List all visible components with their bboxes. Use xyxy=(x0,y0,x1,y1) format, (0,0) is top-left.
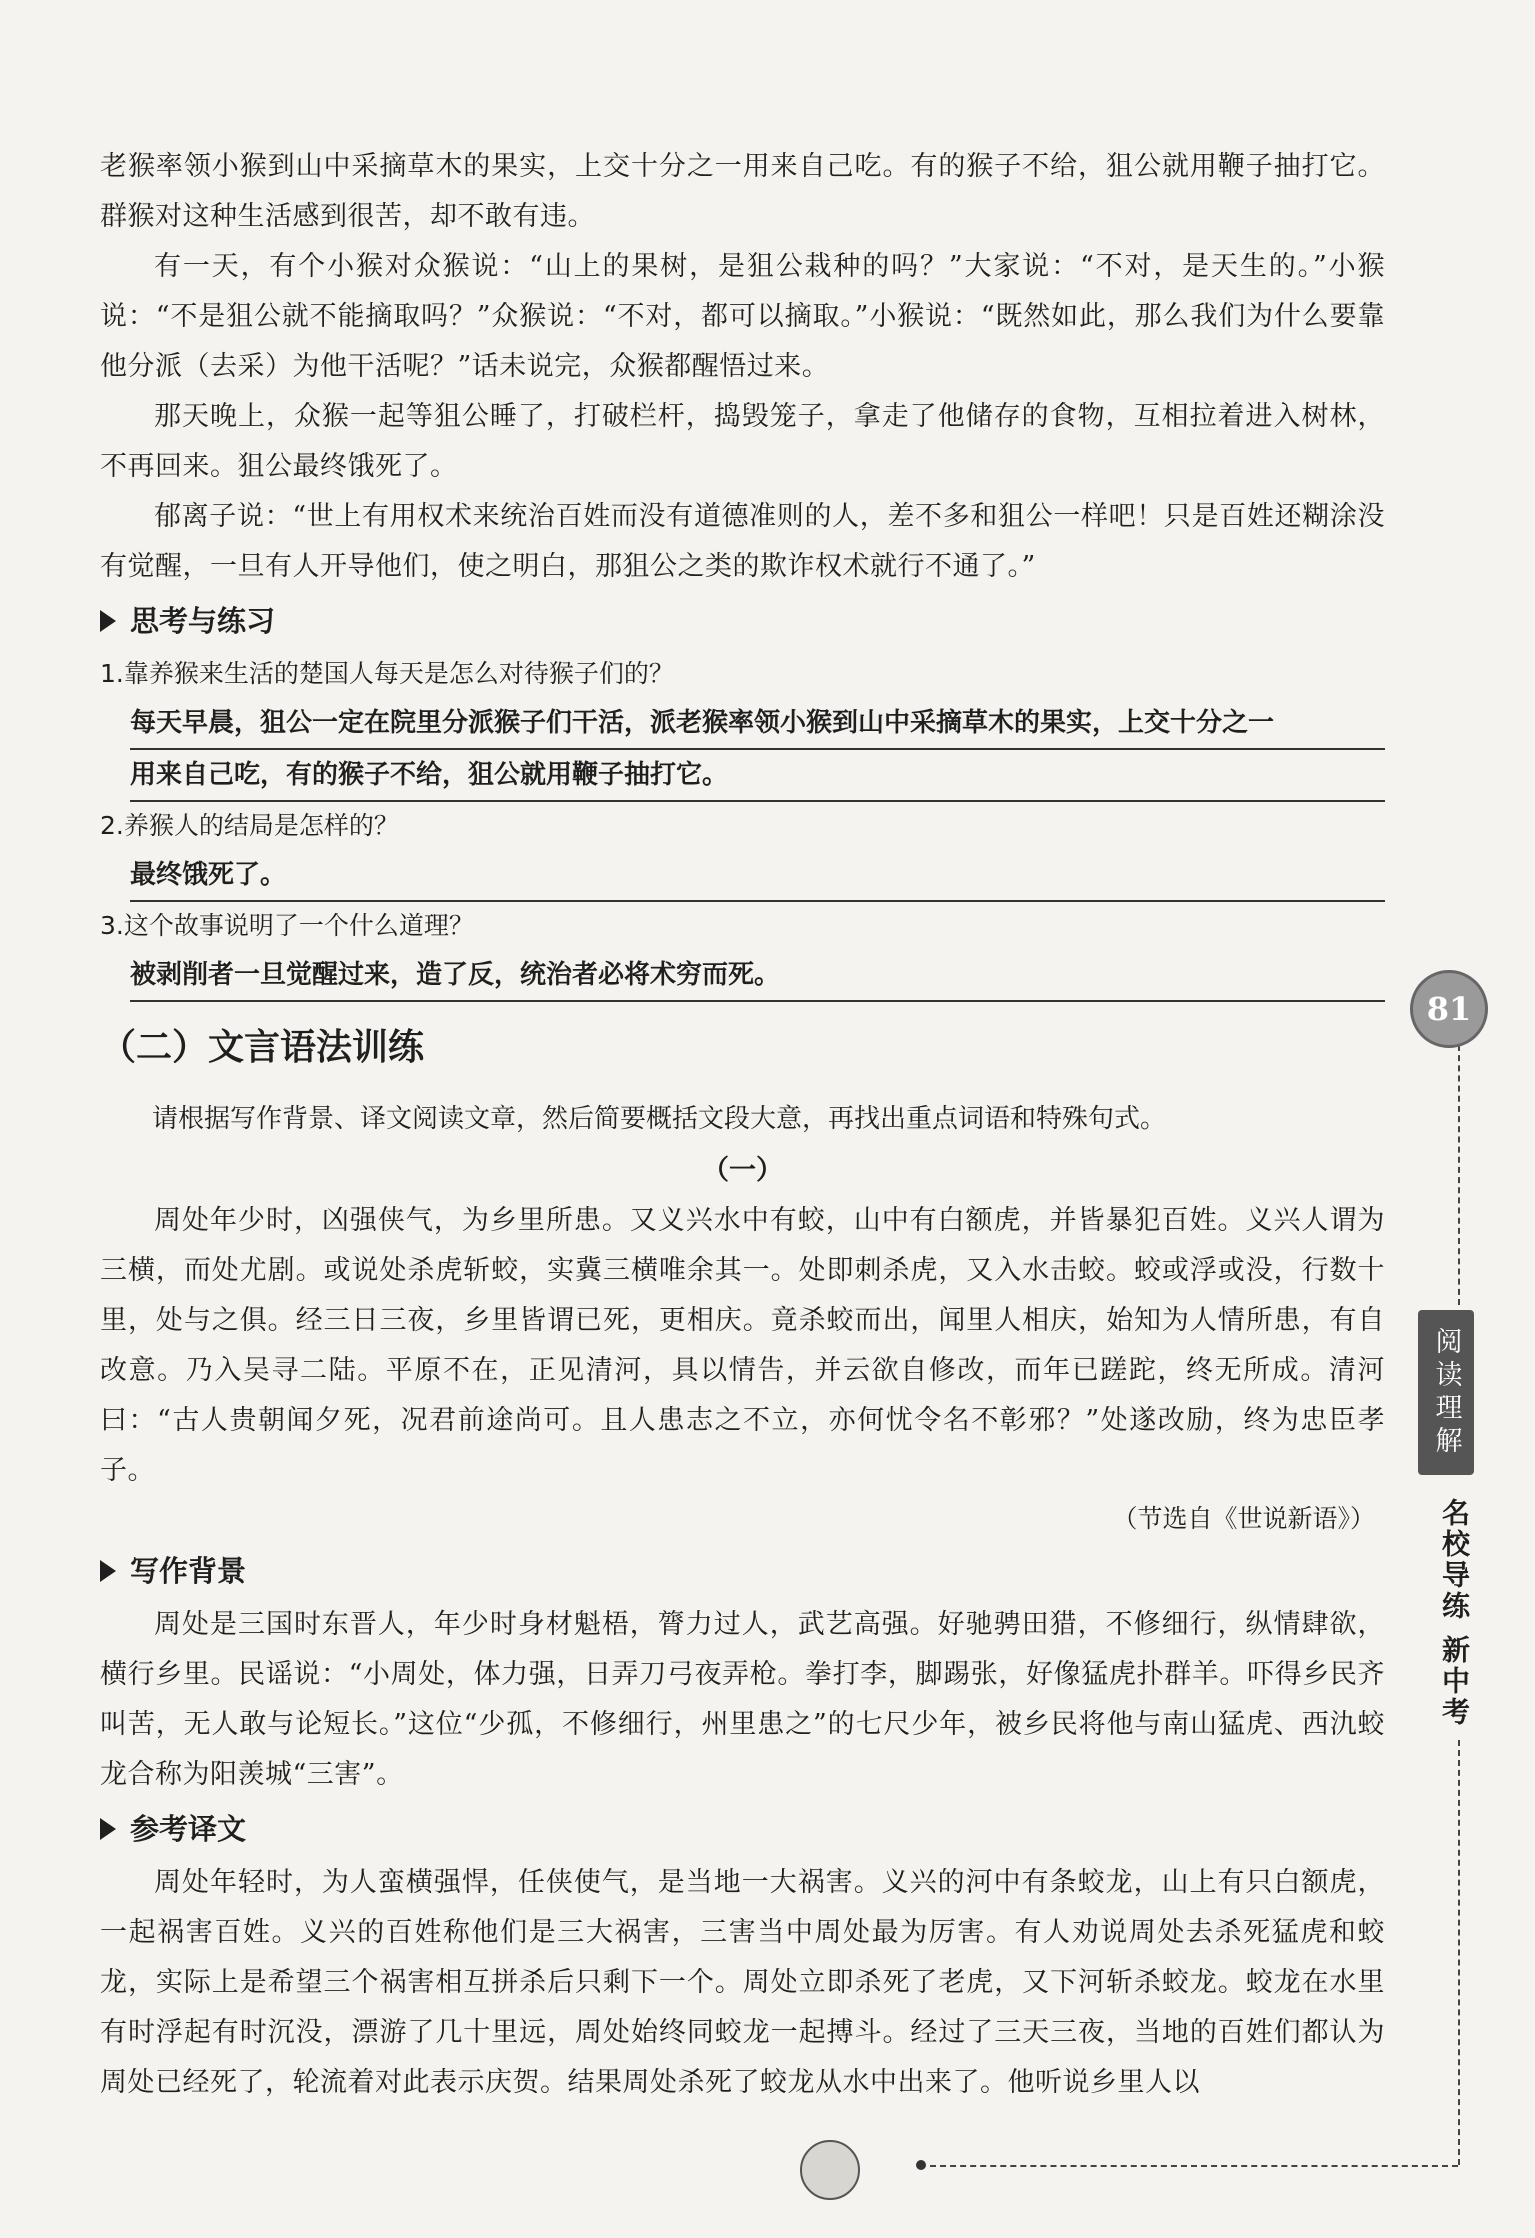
exercise-heading-label: 思考与练习 xyxy=(130,604,276,638)
triangle-icon xyxy=(100,1818,116,1840)
answer-1-line-2: 用来自己吃，有的猴子不给，狙公就用鞭子抽打它。 xyxy=(130,750,1385,802)
question-1: 1.靠养猴来生活的楚国人每天是怎么对待猴子们的？ xyxy=(100,659,674,688)
background-heading-label: 写作背景 xyxy=(130,1554,247,1588)
footer-dot-icon xyxy=(916,2160,926,2170)
page-number-badge: 81 xyxy=(1410,970,1488,1048)
section-tab: 阅读理解 xyxy=(1418,1310,1474,1475)
story-paragraph-4: 郁离子说：“世上有用权术来统治百姓而没有道德准则的人，差不多和狙公一样吧！只是百姓还糊涂没有觉醒，一旦有人开导他们，使之明白，那狙公之类的欺诈权术就行不通了。” xyxy=(100,501,1385,582)
story-paragraph-3: 那天晚上，众猴一起等狙公睡了，打破栏杆，捣毁笼子，拿走了他储存的食物，互相拉着进入树林，不再回来。狙公最终饿死了。 xyxy=(100,401,1385,482)
background-paragraph: 周处是三国时东晋人，年少时身材魁梧，膂力过人，武艺高强。好驰骋田猎，不修细行，纵情肆欲，横行乡里。民谣说：“小周处，体力强，日弄刀弓夜弄枪。拳打李，脚踢张，好像猛虎扑群羊。吓得乡民齐叫苦，无人敢与论短长。”这位“少孤，不修细行，州里患之”的七尺少年，被乡民将他与南山猛虎、西氿蛟龙合称为阳羡城“三害”。 xyxy=(100,1609,1385,1790)
side-dashed-line xyxy=(1458,1045,1460,1305)
answer-1 xyxy=(130,698,1385,802)
original-passage: 周处年少时，凶强侠气，为乡里所患。又义兴水中有蛟，山中有白额虎，并皆暴犯百姓。义兴人谓为三横，而处尤剧。或说处杀虎斩蛟，实冀三横唯余其一。处即刺杀虎，又入水击蛟。蛟或浮或没，行数十里，处与之俱。经三日三夜，乡里皆谓已死，更相庆。竟杀蛟而出，闻里人相庆，始知为人情所患，有自改意。乃入吴寻二陆。平原不在，正见清河，具以情告，并云欲自修改，而年已蹉跎，终无所成。清河曰：“古人贵朝闻夕死，况君前途尚可。且人患志之不立，亦何忧令名不彰邪？”处遂改励，终为忠臣孝子。 xyxy=(100,1205,1385,1486)
story-paragraph-2: 有一天，有个小猴对众猴说：“山上的果树，是狙公栽种的吗？”大家说：“不对，是天生的。”小猴说：“不是狙公就不能摘取吗？”众猴说：“不对，都可以摘取。”小猴说：“既然如此，那么我们为什么要靠他分派（去采）为他干活呢？”话未说完，众猴都醒悟过来。 xyxy=(100,251,1385,382)
publisher-logo-icon xyxy=(800,2140,860,2200)
translation-paragraph: 周处年轻时，为人蛮横强悍，任侠使气，是当地一大祸害。义兴的河中有条蛟龙，山上有只白额虎，一起祸害百姓。义兴的百姓称他们是三大祸害，三害当中周处最为厉害。有人劝说周处去杀死猛虎和蛟龙，实际上是希望三个祸害相互拼杀后只剩下一个。周处立即杀死了老虎，又下河斩杀蛟龙。蛟龙在水里有时浮起有时沉没，漂游了几十里远，周处始终同蛟龙一起搏斗。经过了三天三夜，当地的百姓们都认为周处已经死了，轮流着对此表示庆贺。结果周处杀死了蛟龙从水中出来了。他听说乡里人以 xyxy=(100,1867,1385,2098)
story-paragraph-1: 老猴率领小猴到山中采摘草木的果实，上交十分之一用来自己吃。有的猴子不给，狙公就用鞭子抽打它。群猴对这种生活感到很苦，却不敢有违。 xyxy=(100,151,1385,232)
main-content xyxy=(100,142,1385,2108)
answer-3-line: 被剥削者一旦觉醒过来，造了反，统治者必将术穷而死。 xyxy=(130,950,1385,1002)
question-2: 2.养猴人的结局是怎样的？ xyxy=(100,811,399,840)
footer-dashed-line xyxy=(930,2165,1458,2167)
side-dashed-line xyxy=(1458,1740,1460,2165)
answer-1-line-1: 每天早晨，狙公一定在院里分派猴子们干活，派老猴率领小猴到山中采摘草木的果实，上交十分之一 xyxy=(130,698,1385,750)
passage-source: （节选自《世说新语》） xyxy=(1112,1504,1375,1533)
triangle-icon xyxy=(100,1560,116,1582)
answer-2 xyxy=(130,850,1385,902)
section-intro: 请根据写作背景、译文阅读文章，然后简要概括文段大意，再找出重点词语和特殊句式。 xyxy=(152,1104,1167,1134)
background-heading xyxy=(100,1542,1385,1600)
passage-subtitle: （一） xyxy=(702,1155,783,1186)
answer-2-line: 最终饿死了。 xyxy=(130,850,1385,902)
exercise-heading xyxy=(100,592,1385,650)
translation-heading xyxy=(100,1800,1385,1858)
translation-heading-label: 参考译文 xyxy=(130,1812,247,1846)
triangle-icon xyxy=(100,610,116,632)
brand-label: 名校导练 新中考 xyxy=(1438,1497,1471,1728)
section-title: （二）文言语法训练 xyxy=(100,1027,425,1068)
answer-3 xyxy=(130,950,1385,1002)
question-3: 3.这个故事说明了一个什么道理？ xyxy=(100,911,474,940)
